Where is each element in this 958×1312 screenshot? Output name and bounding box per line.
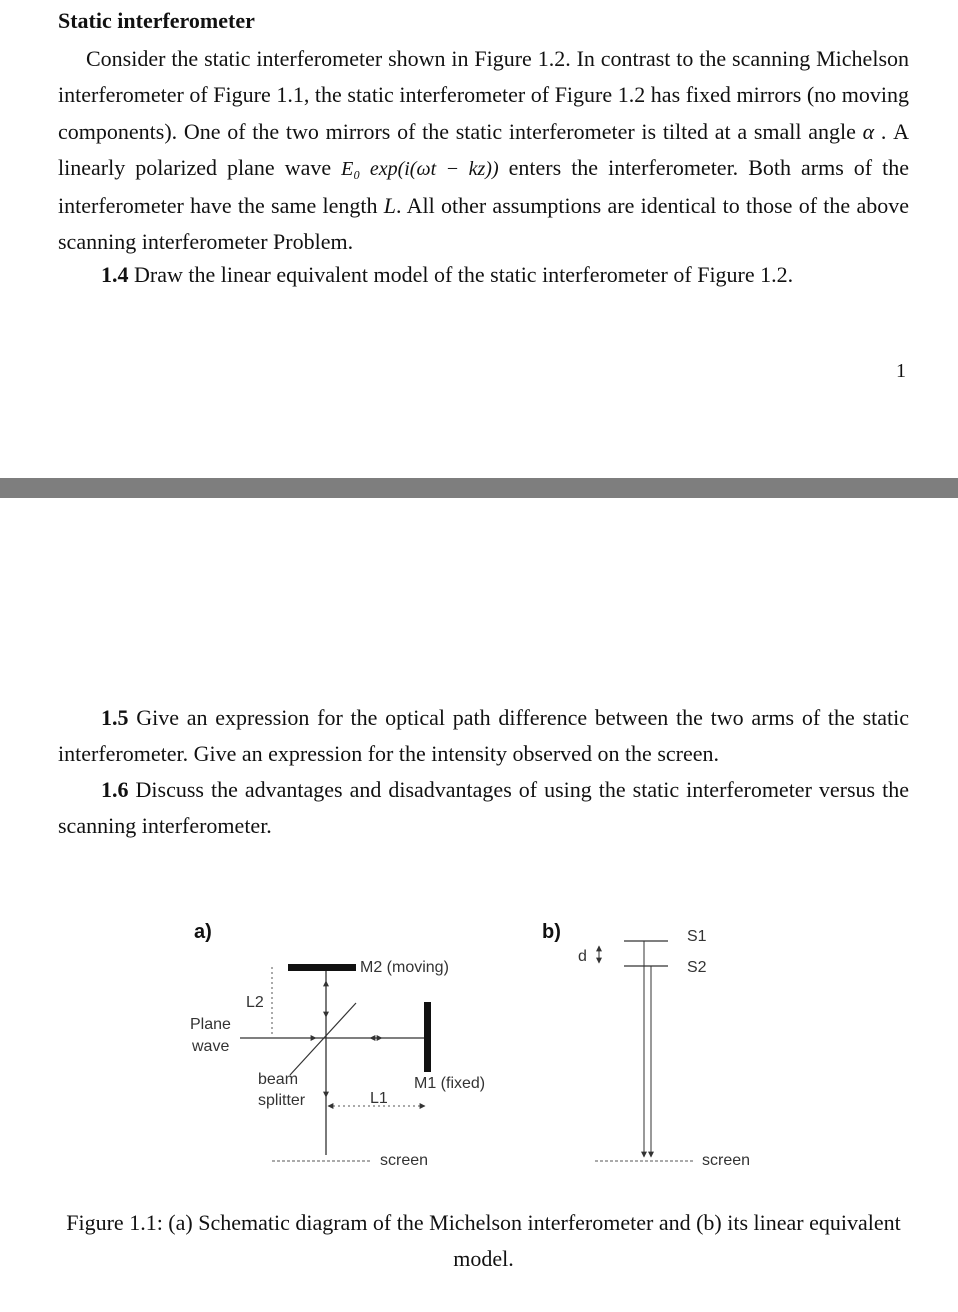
problem-1-5: 1.5 Give an expression for the optical path difference between the two arms of the static interferometer. Give an expression for the intensity observed on the screen. (58, 705, 909, 767)
m1-label: M1 (fixed) (414, 1075, 486, 1092)
l2-label: L2 (246, 994, 264, 1011)
alpha-symbol: α (862, 118, 875, 144)
plane-label: Plane (190, 1016, 231, 1033)
section-heading: Static interferometer (58, 8, 255, 33)
figure-1-1 (160, 905, 800, 1200)
panel-a-label: a) (194, 921, 212, 943)
plane-wave-formula: E₀ exp(i(ωt − kz)) (341, 158, 499, 181)
s1-label: S1 (687, 928, 707, 945)
length-symbol: L (383, 192, 397, 218)
screen-label-b: screen (702, 1152, 751, 1169)
l1-label: L1 (370, 1090, 388, 1107)
page-number: 1 (896, 360, 906, 382)
splitter-label: splitter (258, 1092, 306, 1109)
screen-label: screen (380, 1152, 429, 1169)
beam-label: beam (258, 1071, 299, 1088)
wave-label: wave (192, 1038, 230, 1055)
problem-number: 1.6 (101, 777, 129, 802)
page-separator (0, 478, 958, 498)
problem-1-6: 1.6 Discuss the advantages and disadvantages of using the static interferometer versus the scanning interferometer. (58, 777, 909, 839)
figure-caption: Figure 1.1: (a) Schematic diagram of the Michelson interferometer and (b) its linear equivalent model. (66, 1210, 901, 1271)
problem-1-4: 1.4 Draw the linear equivalent model of the static interferometer of Figure 1.2. (101, 262, 794, 287)
mirror-m1 (424, 1002, 431, 1072)
figure-diagram (160, 905, 800, 1195)
d-label: d (578, 948, 587, 965)
page-top (0, 0, 958, 478)
mirror-m2 (288, 964, 356, 971)
beam-splitter (290, 1003, 356, 1075)
problem-number: 1.5 (101, 705, 129, 730)
s2-label: S2 (687, 959, 707, 976)
problem-number: 1.4 (101, 262, 129, 287)
panel-b-label: b) (542, 921, 561, 943)
intro-paragraph: Consider the static interferometer shown in Figure 1.2. In contrast to the scanning Michelson interferometer of Figure 1.1, the static interferometer of Figure 1.2 has fixed mirrors (no moving components). One of the two mirrors of the static interferometer is tilted at a small angle α . A linearly polarized plane wave E₀ exp(i(ωt − kz)) enters the interferometer. Both arms of the interferometer have the same length L. All other assumptions are identical to those of the above scanning interferometer Problem. (58, 46, 910, 255)
m2-label: M2 (moving) (360, 959, 449, 976)
panel-b (542, 921, 750, 1169)
panel-a (190, 921, 485, 1169)
